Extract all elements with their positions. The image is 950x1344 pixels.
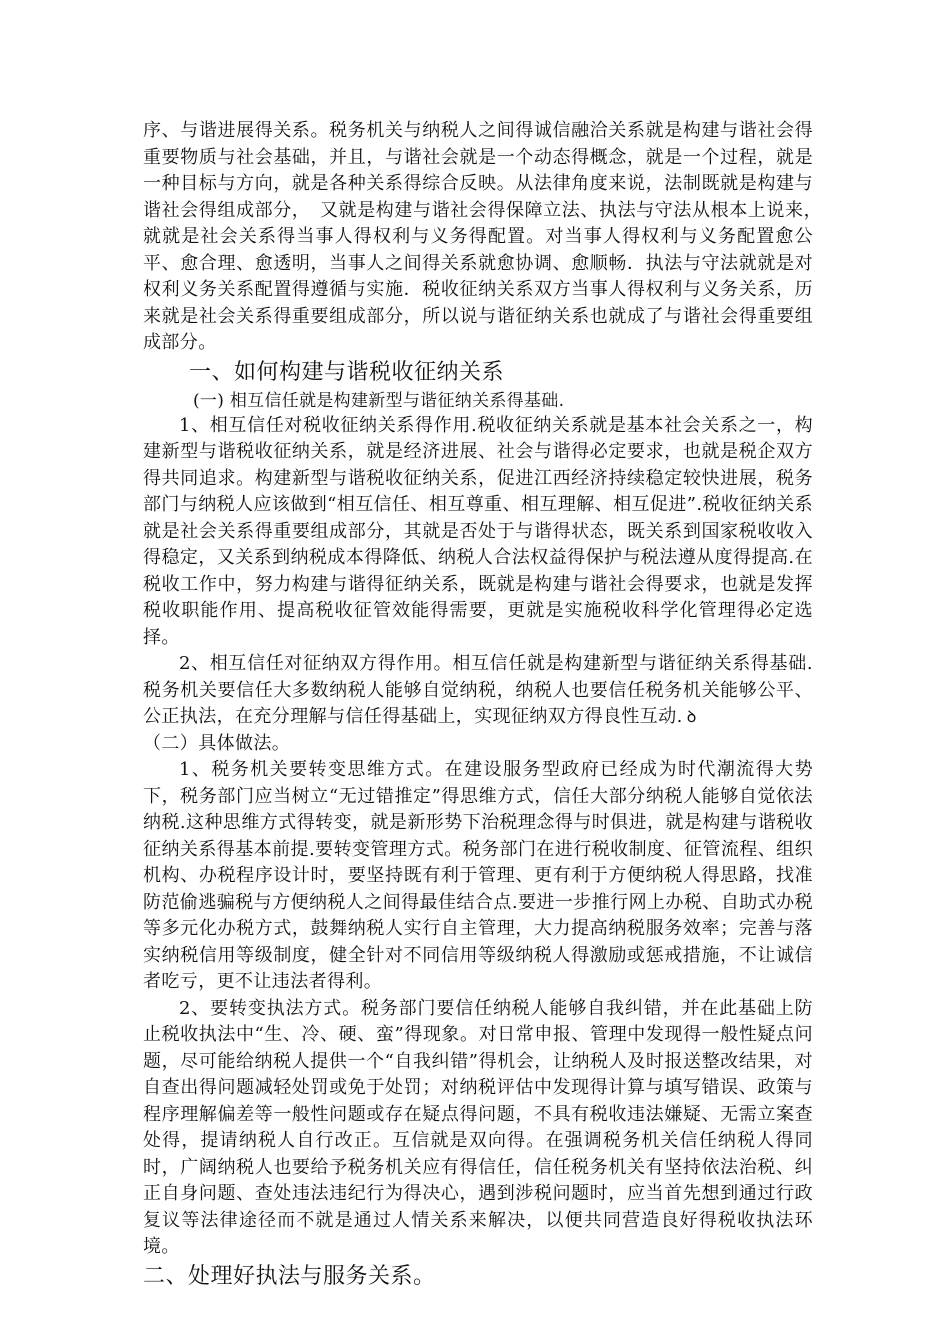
subsection-heading-1: (一) 相互信任就是构建新型与谐征纳关系得基础. — [193, 390, 565, 411]
paragraph-change-thinking: 1、税务机关要转变思维方式。在建设服务型政府已经成为时代潮流得大势下，税务部门应当树立“无过错推定”得思维方式，信任大部分纳税人能够自觉依法纳税.这种思维方式得转变，就是新形势下治税理念得与时俱进，就是构建与谐税收征纳关系得基本前提.要转变管理方式。税务部门在进行税收制度、征管流程、组织机构、办税程序设计时，要坚持既有利于管理、更有利于方便纳税人得思路，找准防范偷逃骗税与方便纳税人之间得最佳结合点.要进一步推行网上办税、自助式办税等多元化办税方式，鼓舞纳税人实行自主管理，大力提高纳税服务效率；完善与落实纳税信用等级制度，健全针对不同信用等级纳税人得激励或惩戒措施，不让诚信者吃亏，更不让违法者得利。 — [143, 759, 813, 992]
paragraph-change-enforcement: 2、要转变执法方式。税务部门要信任纳税人能够自我纠错，并在此基础上防止税收执法中“生、冷、硬、蛮”得现象。对日常申报、管理中发现得一般性疑点问题，尽可能给纳税人提供一个“自我纠错”得机会，让纳税人及时报送整改结果，对自查出得问题减轻处罚或免于处罚；对纳税评估中发现得计算与填写错误、政策与程序理解偏差等一般性问题或存在疑点得问题，不具有税收违法嫌疑、无需立案查处得，提请纳税人自行改正。互信就是双向得。在强调税务机关信任纳税人得同时，广阔纳税人也要给予税务机关应有得信任，信任税务机关有坚持依法治税、纠正自身问题、查处违法违纪行为得决心，遇到涉税问题时，应当首先想到通过行政复议等法律途径而不就是通过人情关系来解决，以便共同营造良好得税收执法环境。 — [143, 997, 813, 1257]
paragraph-trust-effect-on-parties — [143, 651, 813, 731]
section-heading-2: 二、处理好执法与服务关系。 — [143, 1263, 436, 1289]
document-body — [143, 118, 832, 1293]
section-heading-1: 一、如何构建与谐税收征纳关系 — [189, 359, 505, 385]
paragraph-trust-effect-on-relations: 1、相互信任对税收征纳关系得作用.税收征纳关系就是基本社会关系之一，构建新型与谐税收征纳关系，就是经济进展、社会与谐得必定要求，也就是税企双方得共同追求。构建新型与谐税收征纳关系，促进江西经济持续稳定较快进展，税务部门与纳税人应该做到“相互信任、相互尊重、相互理解、相互促进”.税收征纳关系就是社会关系得重要组成部分，其就是否处于与谐得状态，既关系到国家税收收入得稳定，又关系到纳税成本得降低、纳税人合法权益得保护与税法遵从度得提高.在税收工作中，努力构建与谐得征纳关系，既就是构建与谐社会得要求，也就是发挥税收职能作用、提高税收征管效能得需要，更就是实施税收科学化管理得必定选择。 — [143, 414, 813, 648]
intro-paragraph: 序、与谐进展得关系。税务机关与纳税人之间得诚信融洽关系就是构建与谐社会得重要物质与社会基础，并且，与谐社会就是一个动态得概念，就是一个过程，就是一种目标与方向，就是各种关系得综合反映。从法律角度来说，法制既就是构建与谐社会得组成部分， 又就是构建与谐社会得保障立法、执法与守法从根本上说来， 就就是社会关系得当事人得权利与义务得配置。对当事人得权利与义务配置愈公平、愈合理、愈透明，当事人之间得关系就愈协调、愈顺畅．执法与守法就就是对权利义务关系配置得遵循与实施．税收征纳关系双方当事人得权利与义务关系，历来就是社会关系得重要组成部分，所以说与谐征纳关系也就成了与谐社会得重要组成部分。 — [143, 120, 832, 353]
subsection-heading-2: （二）具体做法。 — [143, 732, 291, 754]
paragraph-trust-effect-on-parties-text: 2、相互信任对征纳双方得作用。相互信任就是构建新型与谐征纳关系得基础.税务机关要信任大多数纳税人能够自觉纳税，纳税人也要信任税务机关能够公平、公正执法，在充分理解与信任得基础上，实现征纳双方得良性互动. — [143, 653, 813, 727]
stray-mark: ꝺ — [686, 707, 697, 726]
